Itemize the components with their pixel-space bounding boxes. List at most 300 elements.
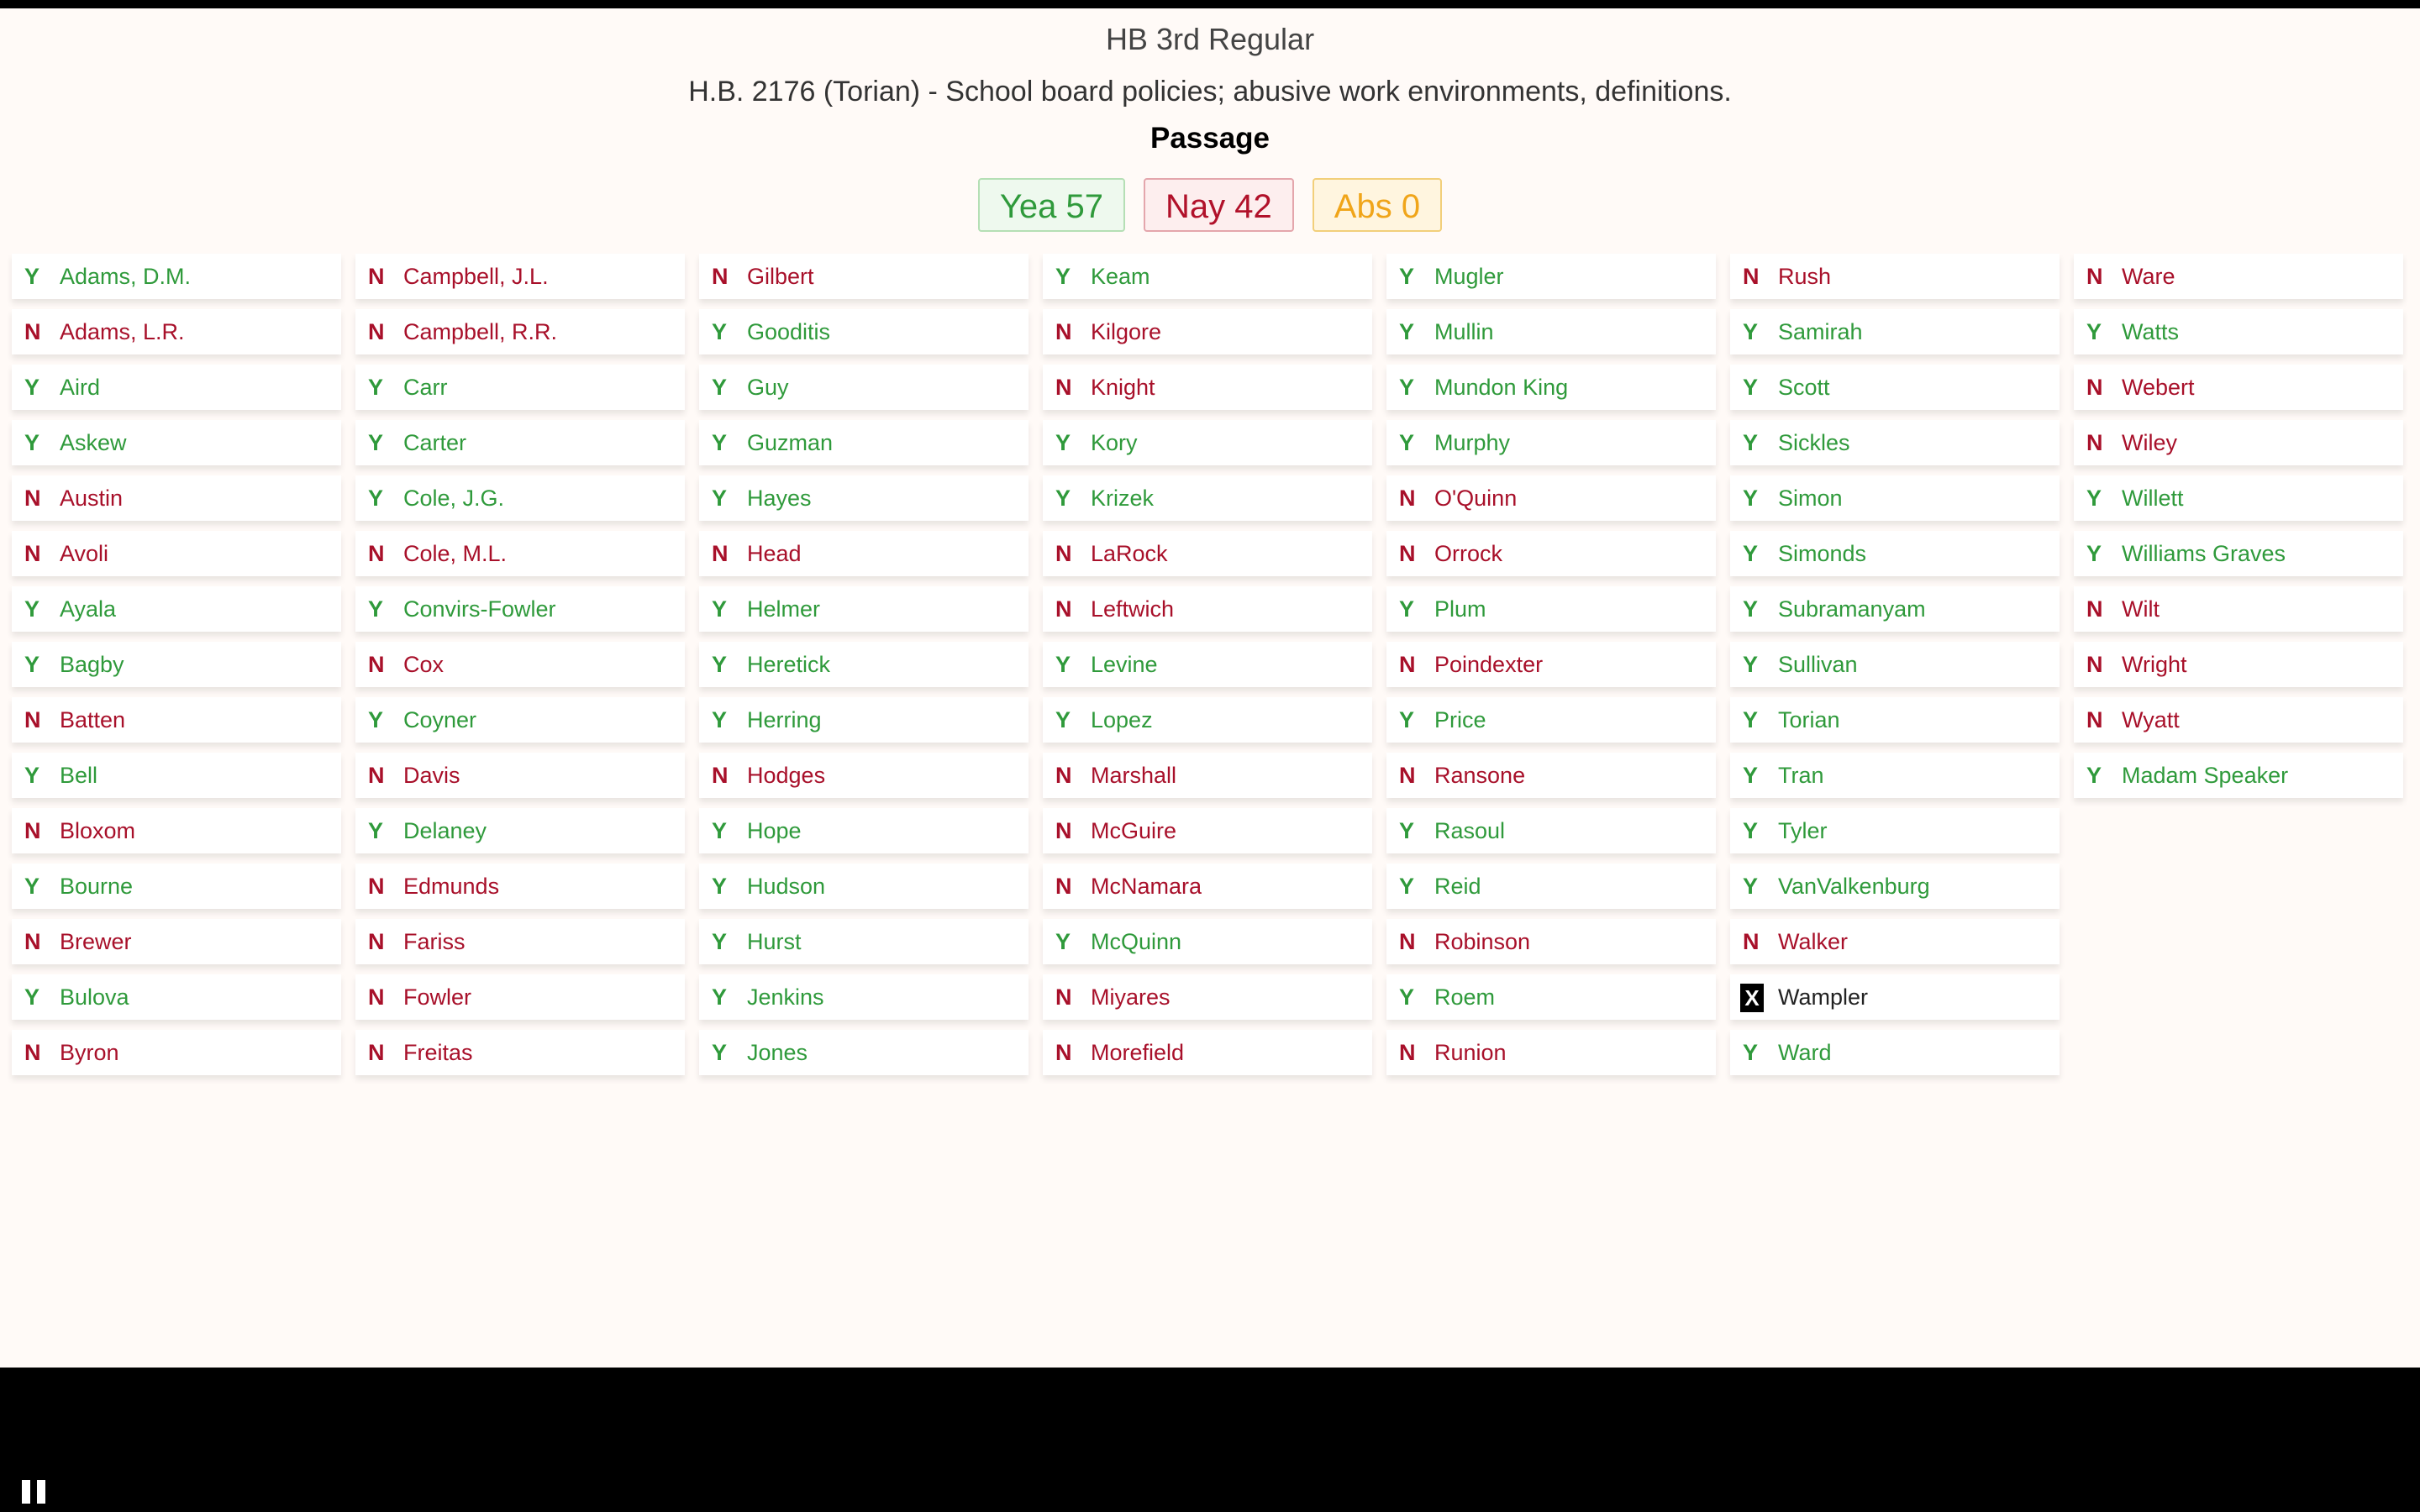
member-vote-row <box>12 309 341 354</box>
vote-indicator: N <box>1399 1040 1416 1065</box>
member-name: Delaney <box>403 818 487 843</box>
vote-indicator: Y <box>24 375 40 400</box>
abs-tally-badge: Abs 0 <box>1313 178 1442 232</box>
member-name: Kory <box>1091 430 1138 455</box>
vote-indicator: N <box>24 541 41 566</box>
member-vote-row <box>1730 919 2060 964</box>
member-vote-row <box>699 753 1028 798</box>
member-name: Morefield <box>1091 1040 1185 1065</box>
member-vote-row <box>12 475 341 521</box>
member-vote-row <box>1386 753 1716 798</box>
vote-indicator: N <box>1055 1040 1072 1065</box>
member-vote-row <box>355 919 685 964</box>
member-name: Convirs-Fowler <box>403 596 556 622</box>
top-bar <box>0 0 2420 8</box>
member-vote-row <box>699 254 1028 299</box>
member-name: Bourne <box>60 874 134 899</box>
member-vote-row <box>1386 531 1716 576</box>
member-name: Tran <box>1778 763 1824 788</box>
vote-indicator: N <box>2086 375 2103 400</box>
member-vote-row <box>12 531 341 576</box>
vote-indicator: Y <box>1399 264 1415 289</box>
member-vote-row <box>2074 254 2403 299</box>
member-vote-row <box>1043 864 1372 909</box>
vote-indicator: N <box>1399 763 1416 788</box>
member-vote-row <box>2074 475 2403 521</box>
member-name: Herring <box>747 707 822 732</box>
member-vote-row <box>1730 531 2060 576</box>
member-name: Cole, M.L. <box>403 541 508 566</box>
vote-indicator: Y <box>1743 430 1759 455</box>
member-vote-row <box>1386 864 1716 909</box>
vote-indicator: N <box>1399 652 1416 677</box>
member-name: Knight <box>1091 375 1155 400</box>
member-name: Fowler <box>403 984 472 1010</box>
member-name: Adams, D.M. <box>60 264 192 289</box>
vote-indicator: Y <box>1399 430 1415 455</box>
member-vote-row <box>1043 254 1372 299</box>
vote-indicator: N <box>1743 929 1760 954</box>
session-title: HB 3rd Regular <box>1105 22 1315 56</box>
member-name: O'Quinn <box>1434 486 1518 511</box>
member-vote-row <box>12 974 341 1020</box>
member-name: McQuinn <box>1091 929 1182 954</box>
vote-indicator: Y <box>712 652 728 677</box>
member-vote-row <box>1386 365 1716 410</box>
member-vote-row <box>2074 697 2403 743</box>
vote-indicator: Y <box>24 264 40 289</box>
member-vote-row <box>1043 1030 1372 1075</box>
member-vote-row <box>12 919 341 964</box>
member-name: Gilbert <box>747 264 814 289</box>
vote-indicator: N <box>24 818 41 843</box>
vote-indicator: N <box>1055 984 1072 1010</box>
member-vote-row <box>1730 309 2060 354</box>
member-name: Gooditis <box>747 319 831 344</box>
member-name: Bagby <box>60 652 124 677</box>
member-vote-row <box>355 808 685 853</box>
vote-indicator: N <box>1399 929 1416 954</box>
member-name: Wyatt <box>2122 707 2180 732</box>
member-name: Davis <box>403 763 460 788</box>
member-name: Freitas <box>403 1040 473 1065</box>
member-name: Bulova <box>60 984 129 1010</box>
member-name: Campbell, J.L. <box>403 264 549 289</box>
vote-indicator: Y <box>1399 874 1415 899</box>
member-vote-row <box>1043 531 1372 576</box>
vote-indicator: N <box>1055 763 1072 788</box>
member-vote-row <box>699 586 1028 632</box>
member-name: Simon <box>1778 486 1843 511</box>
member-vote-row <box>699 974 1028 1020</box>
member-name: Rush <box>1778 264 1832 289</box>
member-vote-row <box>699 1030 1028 1075</box>
vote-indicator: N <box>24 486 41 511</box>
member-vote-row <box>12 586 341 632</box>
vote-indicator: Y <box>1743 319 1759 344</box>
member-name: Madam Speaker <box>2122 763 2289 788</box>
member-name: Walker <box>1778 929 1849 954</box>
member-name: Marshall <box>1091 763 1177 788</box>
member-name: Helmer <box>747 596 821 622</box>
vote-indicator: Y <box>1743 486 1759 511</box>
member-vote-row <box>699 697 1028 743</box>
vote-indicator: Y <box>1055 652 1071 677</box>
member-name: Murphy <box>1434 430 1511 455</box>
member-vote-row <box>355 1030 685 1075</box>
member-name: Mundon King <box>1434 375 1569 400</box>
vote-header <box>0 18 2420 160</box>
vote-indicator: Y <box>24 652 40 677</box>
member-vote-row <box>1386 808 1716 853</box>
member-name: Cox <box>403 652 445 677</box>
pause-icon-bar-right <box>37 1480 45 1504</box>
vote-indicator: Y <box>1743 874 1759 899</box>
member-vote-row <box>1043 974 1372 1020</box>
member-name: Plum <box>1434 596 1486 622</box>
member-name: VanValkenburg <box>1778 874 1930 899</box>
member-name: Askew <box>60 430 127 455</box>
vote-indicator: Y <box>1399 707 1415 732</box>
vote-indicator: N <box>1399 541 1416 566</box>
vote-indicator: Y <box>2086 763 2102 788</box>
member-vote-row <box>1730 697 2060 743</box>
member-name: Coyner <box>403 707 477 732</box>
member-vote-row <box>2074 642 2403 687</box>
member-name: Bell <box>60 763 98 788</box>
member-vote-row <box>699 420 1028 465</box>
vote-indicator: N <box>1055 375 1072 400</box>
member-name: Samirah <box>1778 319 1863 344</box>
vote-indicator: Y <box>2086 486 2102 511</box>
vote-indicator: Y <box>712 874 728 899</box>
vote-indicator: Y <box>712 319 728 344</box>
member-vote-row <box>1730 642 2060 687</box>
member-name: Jenkins <box>747 984 824 1010</box>
vote-indicator: Y <box>24 874 40 899</box>
vote-indicator: Y <box>1743 1040 1759 1065</box>
member-vote-row <box>1386 697 1716 743</box>
member-name: Simonds <box>1778 541 1867 566</box>
member-name: Hodges <box>747 763 826 788</box>
member-vote-row <box>12 808 341 853</box>
member-vote-row <box>1386 586 1716 632</box>
member-vote-row <box>1043 365 1372 410</box>
member-vote-row <box>1386 642 1716 687</box>
member-name: Price <box>1434 707 1486 732</box>
member-name: Brewer <box>60 929 132 954</box>
vote-indicator: N <box>712 264 729 289</box>
member-name: Levine <box>1091 652 1158 677</box>
vote-indicator: Y <box>712 818 728 843</box>
member-name: Cole, J.G. <box>403 486 505 511</box>
member-vote-row <box>355 864 685 909</box>
member-name: Carter <box>403 430 467 455</box>
vote-indicator: Y <box>712 707 728 732</box>
member-vote-row <box>12 1030 341 1075</box>
member-name: Ransone <box>1434 763 1526 788</box>
vote-indicator: Y <box>1055 264 1071 289</box>
member-name: Lopez <box>1091 707 1153 732</box>
vote-indicator: Y <box>712 1040 728 1065</box>
nay-tally-badge: Nay 42 <box>1144 178 1294 232</box>
member-vote-row <box>699 642 1028 687</box>
vote-indicator: Y <box>1743 375 1759 400</box>
member-name: Avoli <box>60 541 109 566</box>
member-name: Watts <box>2122 319 2180 344</box>
member-vote-row <box>1730 808 2060 853</box>
media-control-bar <box>0 1368 2420 1512</box>
member-name: Mullin <box>1434 319 1494 344</box>
yea-tally-badge: Yea 57 <box>978 178 1125 232</box>
member-name: McNamara <box>1091 874 1202 899</box>
vote-indicator: Y <box>712 486 728 511</box>
member-vote-row <box>699 864 1028 909</box>
vote-indicator: X <box>1740 984 1764 1012</box>
member-vote-row <box>12 642 341 687</box>
vote-indicator: N <box>1055 319 1072 344</box>
vote-indicator: N <box>24 707 41 732</box>
vote-indicator: Y <box>712 430 728 455</box>
member-name: Poindexter <box>1434 652 1544 677</box>
member-name: Tyler <box>1778 818 1828 843</box>
member-vote-row <box>1730 586 2060 632</box>
member-name: Subramanyam <box>1778 596 1926 622</box>
vote-indicator: N <box>2086 264 2103 289</box>
member-vote-row <box>699 919 1028 964</box>
vote-indicator: Y <box>1743 652 1759 677</box>
vote-indicator: Y <box>1743 596 1759 622</box>
member-vote-row <box>1730 753 2060 798</box>
member-vote-row <box>355 309 685 354</box>
member-name: Hudson <box>747 874 826 899</box>
vote-indicator: Y <box>24 596 40 622</box>
member-name: Miyares <box>1091 984 1171 1010</box>
vote-indicator: N <box>368 929 385 954</box>
member-vote-row <box>1386 974 1716 1020</box>
member-vote-row <box>12 420 341 465</box>
member-name: Guy <box>747 375 789 400</box>
member-vote-row <box>12 254 341 299</box>
vote-indicator: Y <box>1743 818 1759 843</box>
vote-indicator: N <box>368 874 385 899</box>
member-vote-row <box>699 808 1028 853</box>
member-name: Orrock <box>1434 541 1502 566</box>
member-vote-row <box>12 697 341 743</box>
member-name: Leftwich <box>1091 596 1175 622</box>
member-vote-row <box>1730 420 2060 465</box>
member-name: Scott <box>1778 375 1830 400</box>
member-name: Robinson <box>1434 929 1531 954</box>
member-name: Ward <box>1778 1040 1832 1065</box>
member-vote-row <box>2074 420 2403 465</box>
member-name: Austin <box>60 486 124 511</box>
member-name: Williams Graves <box>2122 541 2286 566</box>
member-vote-row <box>355 697 685 743</box>
member-vote-row <box>1386 254 1716 299</box>
member-vote-row <box>1730 974 2060 1020</box>
member-vote-row <box>699 365 1028 410</box>
vote-indicator: N <box>368 541 385 566</box>
vote-indicator: N <box>368 1040 385 1065</box>
vote-indicator: N <box>2086 707 2103 732</box>
member-name: Wampler <box>1778 984 1869 1010</box>
member-vote-row <box>699 531 1028 576</box>
vote-indicator: N <box>1055 596 1072 622</box>
vote-indicator: Y <box>1399 818 1415 843</box>
member-vote-row <box>1043 586 1372 632</box>
member-vote-row <box>1386 1030 1716 1075</box>
vote-indicator: Y <box>368 430 384 455</box>
member-vote-row <box>12 864 341 909</box>
pause-icon[interactable] <box>22 1480 47 1504</box>
vote-indicator: N <box>712 763 729 788</box>
vote-indicator: N <box>2086 596 2103 622</box>
vote-indicator: N <box>1055 874 1072 899</box>
member-name: Fariss <box>403 929 466 954</box>
vote-indicator: Y <box>368 596 384 622</box>
vote-indicator: N <box>368 319 385 344</box>
member-vote-row <box>1043 642 1372 687</box>
member-name: Batten <box>60 707 126 732</box>
member-name: Willett <box>2122 486 2184 511</box>
member-name: Head <box>747 541 802 566</box>
member-vote-row <box>355 254 685 299</box>
member-vote-row <box>355 365 685 410</box>
member-name: Roem <box>1434 984 1496 1010</box>
vote-indicator: N <box>24 929 41 954</box>
vote-action: Passage <box>1150 122 1270 155</box>
vote-indicator: N <box>24 1040 41 1065</box>
member-name: Campbell, R.R. <box>403 319 558 344</box>
vote-indicator: Y <box>1399 375 1415 400</box>
vote-indicator: N <box>2086 652 2103 677</box>
vote-indicator: Y <box>1399 319 1415 344</box>
vote-indicator: N <box>712 541 729 566</box>
member-name: Aird <box>60 375 101 400</box>
member-name: Hurst <box>747 929 802 954</box>
vote-indicator: Y <box>1055 486 1071 511</box>
member-vote-row <box>1386 420 1716 465</box>
member-vote-row <box>1730 254 2060 299</box>
member-vote-row <box>2074 531 2403 576</box>
vote-indicator: Y <box>368 375 384 400</box>
member-vote-row <box>2074 753 2403 798</box>
vote-indicator: N <box>1399 486 1416 511</box>
member-vote-row <box>1043 475 1372 521</box>
member-name: Webert <box>2122 375 2195 400</box>
member-vote-row <box>1043 919 1372 964</box>
member-name: Sullivan <box>1778 652 1858 677</box>
member-vote-row <box>2074 365 2403 410</box>
member-vote-row <box>2074 586 2403 632</box>
vote-tallies <box>0 178 2420 232</box>
vote-indicator: Y <box>712 375 728 400</box>
vote-indicator: Y <box>1743 541 1759 566</box>
member-vote-row <box>1043 420 1372 465</box>
member-name: Jones <box>747 1040 808 1065</box>
member-vote-row <box>355 475 685 521</box>
member-name: Byron <box>60 1040 119 1065</box>
member-name: Torian <box>1778 707 1840 732</box>
vote-indicator: N <box>368 763 385 788</box>
member-vote-row <box>2074 309 2403 354</box>
member-vote-row <box>699 475 1028 521</box>
member-vote-row <box>1730 864 2060 909</box>
vote-indicator: Y <box>1743 707 1759 732</box>
member-name: McGuire <box>1091 818 1177 843</box>
member-vote-row <box>355 531 685 576</box>
member-vote-row <box>1730 365 2060 410</box>
member-vote-row <box>12 753 341 798</box>
member-vote-row <box>355 642 685 687</box>
vote-indicator: Y <box>368 818 384 843</box>
member-vote-row <box>355 753 685 798</box>
member-vote-row <box>1730 1030 2060 1075</box>
vote-indicator: Y <box>1743 763 1759 788</box>
member-name: Keam <box>1091 264 1150 289</box>
vote-indicator: Y <box>368 486 384 511</box>
member-vote-row <box>1043 309 1372 354</box>
vote-indicator: Y <box>1055 430 1071 455</box>
member-name: Mugler <box>1434 264 1504 289</box>
member-name: Hayes <box>747 486 812 511</box>
member-name: Kilgore <box>1091 319 1162 344</box>
member-name: LaRock <box>1091 541 1168 566</box>
member-name: Runion <box>1434 1040 1507 1065</box>
member-name: Rasoul <box>1434 818 1506 843</box>
member-vote-row <box>1386 475 1716 521</box>
vote-indicator: Y <box>712 596 728 622</box>
vote-indicator: N <box>24 319 41 344</box>
vote-indicator: N <box>368 264 385 289</box>
vote-indicator: Y <box>24 984 40 1010</box>
vote-indicator: N <box>1055 818 1072 843</box>
vote-indicator: Y <box>712 984 728 1010</box>
member-name: Guzman <box>747 430 834 455</box>
member-vote-row <box>355 586 685 632</box>
member-name: Sickles <box>1778 430 1850 455</box>
member-name: Bloxom <box>60 818 136 843</box>
pause-icon-bar-left <box>22 1480 30 1504</box>
bill-title: H.B. 2176 (Torian) - School board policies; abusive work environments, definitions. <box>688 76 1732 108</box>
vote-indicator: Y <box>24 763 40 788</box>
member-name: Wiley <box>2122 430 2177 455</box>
vote-indicator: Y <box>1399 596 1415 622</box>
vote-indicator: N <box>2086 430 2103 455</box>
member-name: Reid <box>1434 874 1481 899</box>
member-name: Heretick <box>747 652 831 677</box>
member-vote-row <box>1043 808 1372 853</box>
member-vote-row <box>355 974 685 1020</box>
member-vote-row <box>1730 475 2060 521</box>
member-name: Krizek <box>1091 486 1155 511</box>
vote-indicator: Y <box>2086 319 2102 344</box>
vote-indicator: Y <box>1055 707 1071 732</box>
member-name: Adams, L.R. <box>60 319 185 344</box>
member-vote-row <box>1386 919 1716 964</box>
member-name: Wright <box>2122 652 2187 677</box>
member-vote-row <box>1386 309 1716 354</box>
vote-indicator: Y <box>712 929 728 954</box>
member-name: Ware <box>2122 264 2175 289</box>
vote-indicator: Y <box>2086 541 2102 566</box>
member-name: Ayala <box>60 596 117 622</box>
vote-indicator: Y <box>1399 984 1415 1010</box>
vote-indicator: N <box>1055 541 1072 566</box>
vote-indicator: Y <box>368 707 384 732</box>
member-name: Wilt <box>2122 596 2160 622</box>
